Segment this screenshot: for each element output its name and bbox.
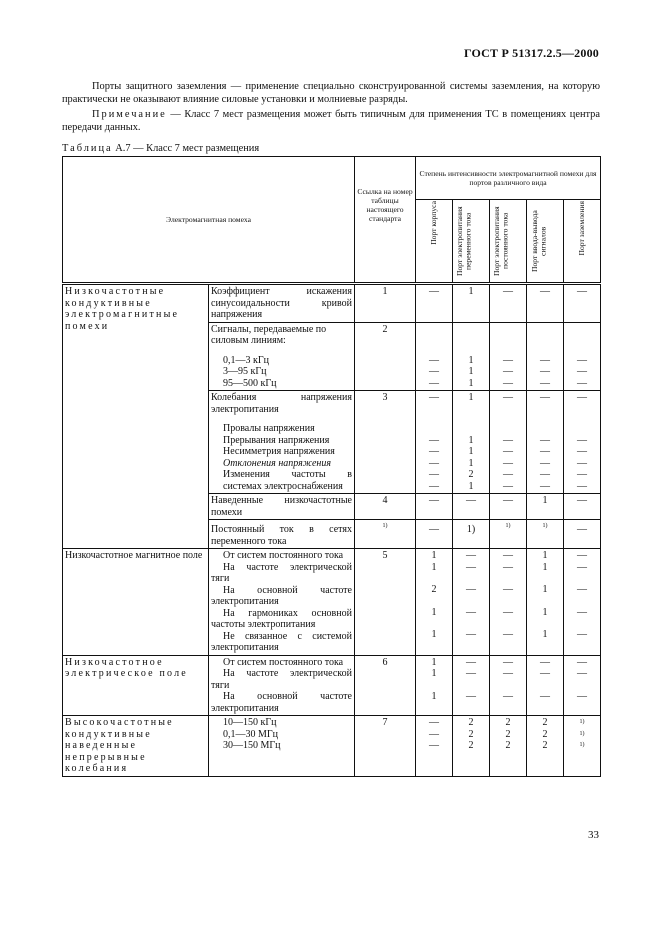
row-ref: 3 <box>355 391 416 494</box>
cell-col: — — — <box>490 655 527 716</box>
row-ref: 7 <box>355 716 416 777</box>
cell-col: 1 1 2 1 1 <box>416 549 453 656</box>
class7-table <box>62 156 601 777</box>
row-ref: 6 <box>355 655 416 716</box>
cell: 1) <box>453 520 490 549</box>
row-label: Наведенные низкочастотные помехи <box>209 494 355 520</box>
cell: — <box>527 284 564 323</box>
document-header: ГОСТ Р 51317.2.5—2000 <box>463 46 599 60</box>
cell-col: — — — <box>490 322 527 391</box>
cell-col: — — — — — — <box>564 391 601 494</box>
cell-col: — — — — — <box>453 549 490 656</box>
row-ref: 1 <box>355 284 416 323</box>
row-ref: 5 <box>355 549 416 656</box>
cell: — <box>564 284 601 323</box>
row-label-hf: 10—150 кГц 0,1—30 МГц 30—150 МГц <box>209 716 355 777</box>
category-lf-electric: Низкочастотное электрическое поле <box>63 655 209 716</box>
cell: — <box>416 284 453 323</box>
caption-text: А.7 — Класс 7 мест размещения <box>112 143 260 154</box>
cell: — <box>453 494 490 520</box>
category-hf: Высокочастотные кондуктивные наведенные непрерывные колебания <box>63 716 209 777</box>
cell: — <box>416 520 453 549</box>
cell-col: 2 2 2 <box>527 716 564 777</box>
row-label-voltage: Колебания напряжения электропитания Провалы напряжения Прерывания напряжения Несимметрия напряжения Отклонения напряжения Изменения частоты в системах электроснабжения <box>209 391 355 494</box>
category-lf-magnetic: Низкочастотное магнитное поле <box>63 549 209 656</box>
head-port-ground: Порт заземления <box>564 200 601 284</box>
cell-col: — — — <box>564 655 601 716</box>
cell: — <box>490 284 527 323</box>
cell: 1) <box>490 520 527 549</box>
cell-col: 1) 1) 1) <box>564 716 601 777</box>
cell-col: — — — — — <box>490 549 527 656</box>
row-ref: 4 <box>355 494 416 520</box>
row-label: Коэффициент искажения синусоидальности кривой напряжения <box>209 284 355 323</box>
cell-col: — — — <box>416 716 453 777</box>
cell-col: 1 1 1 1 2 1 <box>453 391 490 494</box>
head-degree: Степень интенсивности электромагнитной помехи для портов различного вида <box>416 157 601 200</box>
category-lf-conducted: Низкочастотные кондуктивные электромагнитные помехи <box>63 284 209 549</box>
cell: 1) <box>527 520 564 549</box>
head-port-case: Порт корпуса <box>416 200 453 284</box>
cell: 1 <box>527 494 564 520</box>
caption-label: Таблица <box>62 143 113 154</box>
cell-col: — — — <box>527 322 564 391</box>
page-number: 33 <box>588 829 599 841</box>
cell: — <box>490 494 527 520</box>
cell-col: 2 2 2 <box>490 716 527 777</box>
cell-col: — — — <box>453 655 490 716</box>
row-ref: 1) <box>355 520 416 549</box>
cell-col: 1 1 1 1 1 <box>527 549 564 656</box>
cell-col: 2 2 2 <box>453 716 490 777</box>
cell-col: — — — <box>416 322 453 391</box>
row-label-electric: От систем постоянного тока На частоте электрической тяги На основной частоте электропитания <box>209 655 355 716</box>
head-port-dc: Порт электропитания постоянного тока <box>490 200 527 284</box>
note-text: — Класс 7 мест размещения может быть типичным для применения ТС в помещениях центра передачи данных. <box>62 109 600 133</box>
note-paragraph <box>62 108 600 134</box>
head-emi: Электромагнитная помеха <box>63 157 355 284</box>
table-caption <box>62 143 259 154</box>
cell-col: — — — — — <box>564 549 601 656</box>
row-label-magnetic: От систем постоянного тока На частоте электрической тяги На основной частоте электропитания На гармониках основной частоты электропитания Не связанное с системой электропитания <box>209 549 355 656</box>
cell: — <box>564 520 601 549</box>
cell: 1 <box>453 284 490 323</box>
head-ref: Ссылка на номер таблицы настоящего стандарта <box>355 157 416 284</box>
cell: — <box>564 494 601 520</box>
cell-col: — — — — — — <box>490 391 527 494</box>
cell-col: 1 1 1 <box>416 655 453 716</box>
cell-col: — — — — — — <box>527 391 564 494</box>
row-label-signals: Сигналы, передаваемые по силовым линиям: 0,1—3 кГц 3—95 кГц 95—500 кГц <box>209 322 355 391</box>
cell: — <box>416 494 453 520</box>
note-label: Примечание <box>92 109 167 120</box>
head-port-io: Порт ввода-вывода сигналов <box>527 200 564 284</box>
paragraph-grounding: Порты защитного заземления — применение специально сконструированной системы заземления, на которую практически не оказывают влияние силовые установки и молниевые разряды. <box>62 81 600 105</box>
cell-col: — — — — — — <box>416 391 453 494</box>
head-port-ac: Порт электропитания переменного тока <box>453 200 490 284</box>
row-label: Постоянный ток в сетях переменного тока <box>209 520 355 549</box>
cell-col: — — — <box>564 322 601 391</box>
cell-col: — — — <box>527 655 564 716</box>
cell-col: 1 1 1 <box>453 322 490 391</box>
row-ref: 2 <box>355 322 416 391</box>
